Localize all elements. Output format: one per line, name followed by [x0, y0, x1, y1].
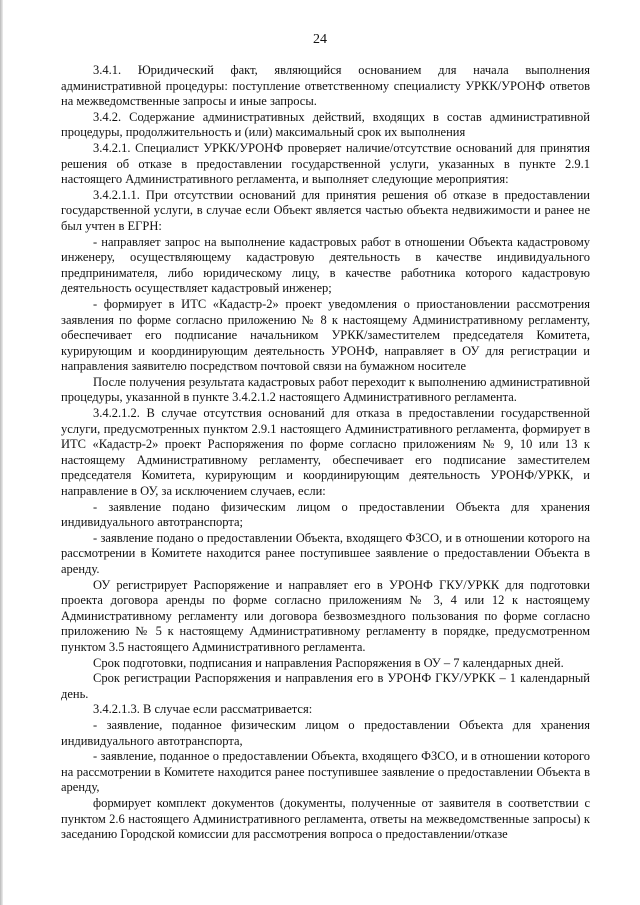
paragraph-after-cadastral-works: После получения результата кадастровых работ переходит к выполнению административной процедуры, указанной в пункте 3.4.2.1.2 настоящего Административного регламента. — [61, 374, 590, 405]
paragraph-ou-registration: ОУ регистрирует Распоряжение и направляет его в УРОНФ ГКУ/УРКК для подготовки проекта договора аренды по форме согласно приложениям № 3, 4 или 12 к настоящему Административному регламенту или договора безвозмездного пользования по форме согласно приложению № 5 к настоящему Административному регламенту в порядке, предусмотренном пунктом 3.5 настоящего Административного регламента. — [61, 577, 590, 654]
paragraph-term-registration: Срок регистрации Распоряжения и направления его в УРОНФ ГКУ/УРКК – 1 календарный день. — [61, 671, 590, 701]
paragraph-3-4-2-1-1: 3.4.2.1.1. При отсутствии оснований для принятия решения об отказе в предоставлении государственной услуги, в случае если Объект является частью объекта недвижимости и ранее не был учтен в ЕГРН: — [61, 187, 590, 233]
list-item-exception-individual: - заявление подано физическим лицом о предоставлении Объекта для хранения индивидуального автотранспорта; — [61, 499, 590, 530]
list-item-case-fzso: - заявление, поданное о предоставлении Объекта, входящего ФЗСО, и в отношении которого на рассмотрении в Комитете находится ранее поступившее заявление о предоставлении Объекта в аренду, — [61, 749, 590, 795]
list-item-exception-fzso: - заявление подано о предоставлении Объекта, входящего ФЗСО, и в отношении которого на рассмотрении в Комитете находится ранее поступившее заявление о предоставлении Объекта в аренду. — [61, 530, 590, 576]
paragraph-commission-documents: формирует комплект документов (документы, полученные от заявителя в соответствии с пунктом 2.6 настоящего Административного регламента, ответы на межведомственные запросы) к заседанию Городской комиссии для рассмотрения вопроса о предоставлении/отказе — [61, 795, 590, 842]
list-item-cadastral-request: - направляет запрос на выполнение кадастровых работ в отношении Объекта кадастровому инженеру, осуществляющему кадастровую деятельность в качестве индивидуального предпринимателя, либо юридическому лицу, в качестве работника которого кадастровую деятельность осуществляет кадастровый инженер; — [61, 234, 590, 296]
paragraph-3-4-2: 3.4.2. Содержание административных действий, входящих в состав административной процедуры, продолжительность и (или) максимальный срок их выполнения — [61, 109, 590, 140]
page-number: 24 — [313, 32, 327, 47]
list-item-suspension-notice: - формирует в ИТС «Кадастр-2» проект уведомления о приостановлении рассмотрения заявления по форме согласно приложению № 8 к настоящему Административному регламенту, обеспечивает его подписание начальником УРКК/заместителем председателя Комитета, курирующим и координирующим деятельность УРОНФ, направляет в ОУ для регистрации и направления заявителю посредством почтовой связи на бумажном носителе — [61, 296, 590, 374]
paragraph-3-4-1: 3.4.1. Юридический факт, являющийся основанием для начала выполнения административной процедуры: поступление ответственному специалисту УРКК/УРОНФ ответов на межведомственные запросы и иные запросы. — [61, 63, 590, 109]
scan-edge — [0, 0, 3, 905]
paragraph-3-4-2-1: 3.4.2.1. Специалист УРКК/УРОНФ проверяет наличие/отсутствие оснований для принятия решения об отказе в предоставлении государственной услуги, указанных в пункте 2.9.1 настоящего Административного регламента, и выполняет следующие мероприятия: — [61, 140, 590, 187]
list-item-case-individual: - заявление, поданное физическим лицом о предоставлении Объекта для хранения индивидуального автотранспорта, — [61, 717, 590, 748]
paragraph-3-4-2-1-3: 3.4.2.1.3. В случае если рассматривается: — [93, 702, 313, 717]
paragraph-3-4-2-1-2: 3.4.2.1.2. В случае отсутствия оснований для отказа в предоставлении государственной услуги, предусмотренных пунктом 2.9.1 настоящего Административного регламента, формирует в ИТС «Кадастр-2» проект Распоряжения по форме согласно приложениям № 9, 10 или 13 к настоящему Административному регламенту, обеспечивает его подписание заместителем председателя Комитета, курирующим и координирующим деятельность УРОНФ/УРКК, и направление в ОУ, за исключением случаев, если: — [61, 406, 590, 499]
document-body — [61, 63, 590, 843]
paragraph-term-preparation: Срок подготовки, подписания и направления Распоряжения в ОУ – 7 календарных дней. — [93, 655, 564, 670]
